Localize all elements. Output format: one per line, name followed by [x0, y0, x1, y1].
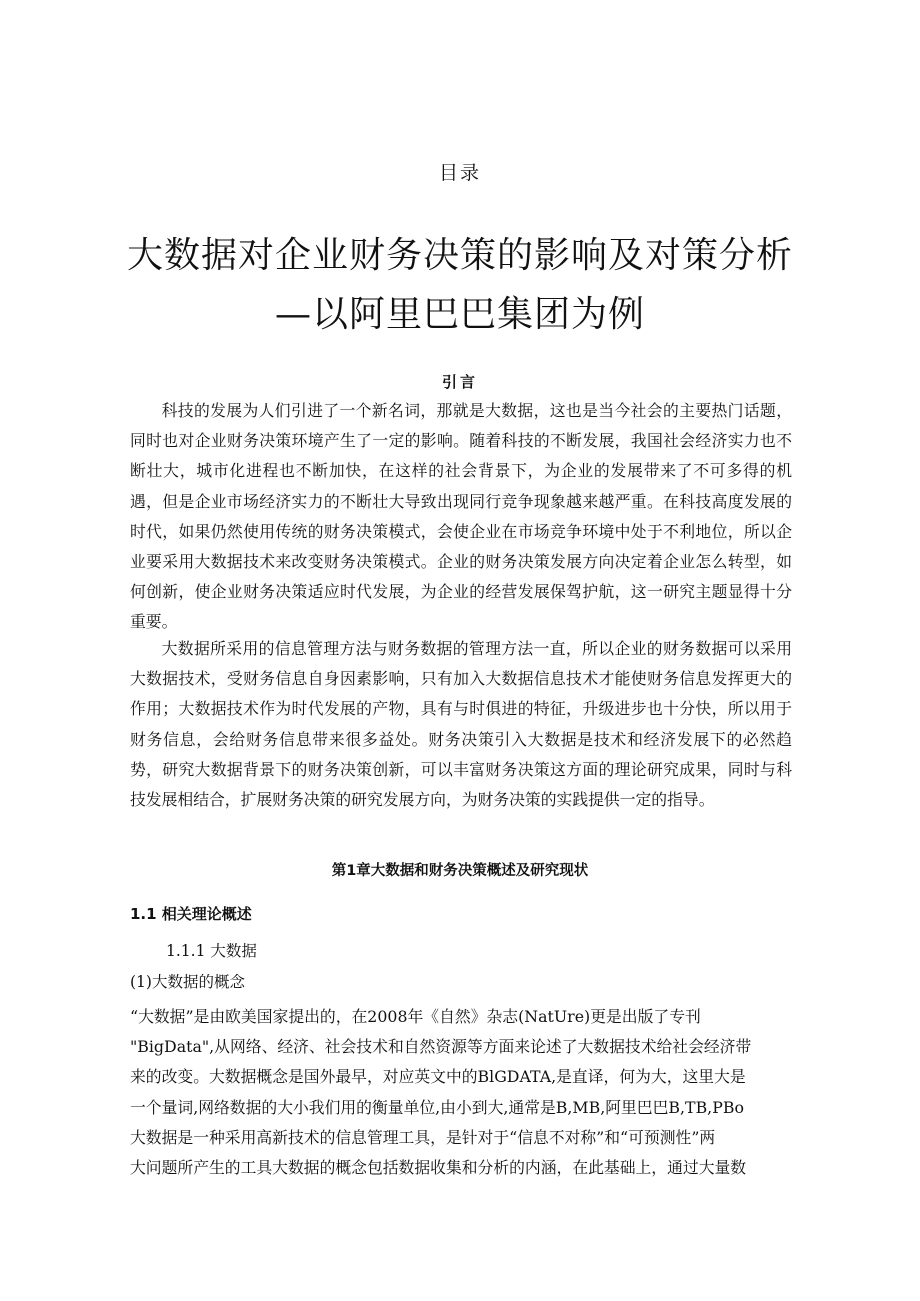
- intro-paragraph-1: 科技的发展为人们引进了一个新名词，那就是大数据，这也是当今社会的主要热门话题，同时也对企业财务决策环境产生了一定的影响。随着科技的不断发展，我国社会经济实力也不断壮大，城市化进程也不断加快，在这样的社会背景下，为企业的发展带来了不可多得的机遇，但是企业市场经济实力的不断壮大导致出现同行竞争现象越来越严重。在科技高度发展的时代，如果仍然使用传统的财务决策模式，会使企业在市场竞争环境中处于不利地位，所以企业要采用大数据技术来改变财务决策模式。企业的财务决策发展方向决定着企业怎么转型，如何创新，使企业财务决策适应时代发展，为企业的经营发展保驾护航，这一研究主题显得十分重要。: [130, 401, 792, 632]
- body-line: 大问题所产生的工具大数据的概念包括数据收集和分析的内涵，在此基础上，通过大量数: [130, 1158, 747, 1178]
- section-heading-1-1-1: 1.1.1 大数据: [166, 942, 257, 960]
- body-line: “大数据”是由欧美国家提出的，在2008年《自然》杂志(NatUre)更是出版了专刊: [130, 1007, 701, 1026]
- body-line: 大数据是一种采用高新技术的信息管理工具，是针对于“信息不对称”和“可预测性”两: [130, 1127, 716, 1147]
- intro-heading: 引言: [441, 373, 478, 391]
- intro-paragraph-2: 大数据所采用的信息管理方法与财务数据的管理方法一直，所以企业的财务数据可以采用大数据技术，受财务信息自身因素影响，只有加入大数据信息技术才能使财务信息发挥更大的作用；大数据技术作为时代发展的产物，具有与时俱进的特征，升级进步也十分快，所以用于财务信息，会给财务信息带来很多益处。财务决策引入大数据是技术和经济发展下的必然趋势，研究大数据背景下的财务决策创新，可以丰富财务决策这方面的理论研究成果，同时与科技发展相结合，扩展财务决策的研究发展方向，为财务决策的实践提供一定的指导。: [130, 639, 792, 810]
- body-line: 来的改变。大数据概念是国外最早，对应英文中的BlGDATA,是直译，何为大，这里大是: [130, 1067, 746, 1087]
- body-line: 一个量词,网络数据的大小我们用的衡量单位,由小到大,通常是B,MB,阿里巴巴B,TB,PBo: [130, 1097, 744, 1117]
- toc-label: 目录: [438, 162, 481, 184]
- body-line: "BigData",从网络、经济、社会技术和自然资源等方面来论述了大数据技术给社会经济带: [130, 1037, 752, 1057]
- section-heading-1-1: 1.1 相关理论概述: [130, 905, 252, 923]
- chapter-heading: 第1章大数据和财务决策概述及研究现状: [331, 863, 589, 879]
- subsection-heading: (1)大数据的概念: [130, 973, 245, 991]
- body-paragraph: [130, 1002, 792, 1183]
- title-line-2: —以阿里巴巴集团为例: [274, 294, 645, 335]
- title-line-1: 大数据对企业财务决策的影响及对策分析: [126, 235, 793, 276]
